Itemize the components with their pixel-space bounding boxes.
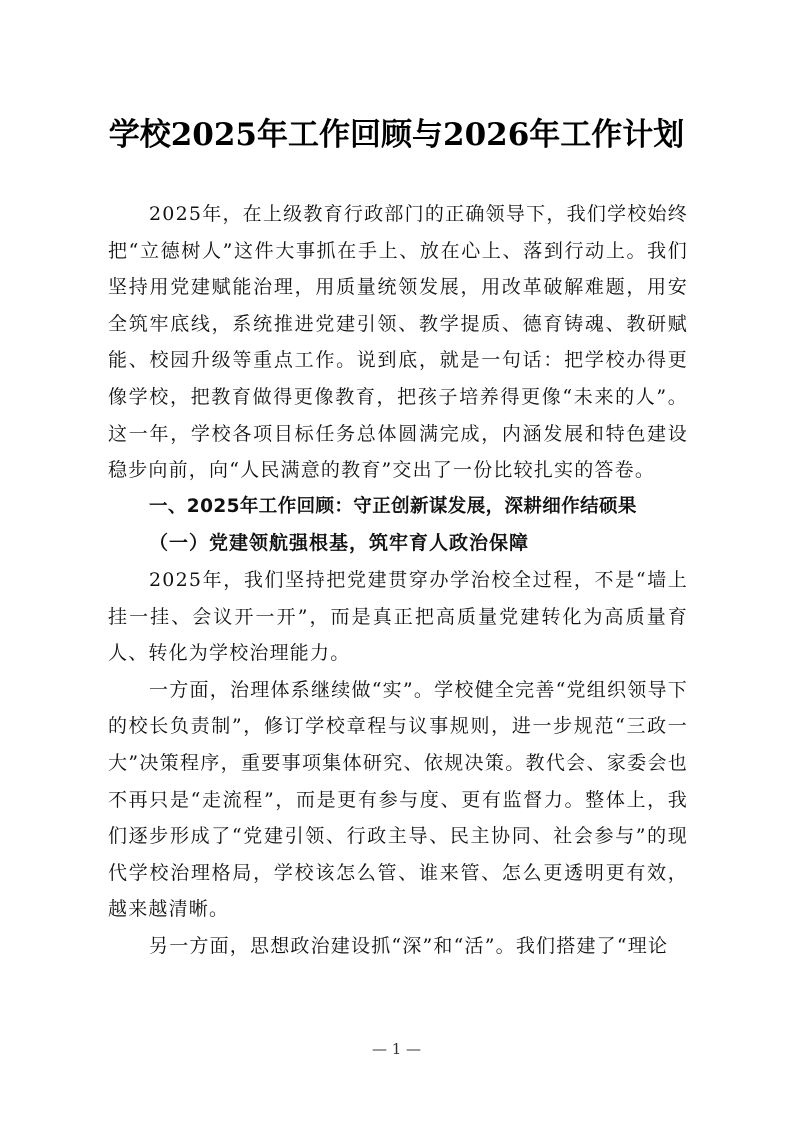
- page-number: — 1 —: [371, 1040, 422, 1058]
- document-body: [108, 196, 688, 964]
- document-title: 学校2025年工作回顾与2026年工作计划: [108, 117, 685, 153]
- subsection-heading-1: （一）党建领航强根基，筑牢育人政治保障: [149, 532, 530, 555]
- intro-paragraph: 2025年，在上级教育行政部门的正确领导下，我们学校始终把“立德树人”这件大事抓在手上、放在心上、落到行动上。我们坚持用党建赋能治理，用质量统领发展，用改革破解难题，用安全筑牢底线，系统推进党建引领、教学提质、德育铸魂、教研赋能、校园升级等重点工作。说到底，就是一句话：把学校办得更像学校，把教育做得更像教育，把孩子培养得更像“未来的人”。这一年，学校各项目标任务总体圆满完成，内涵发展和特色建设稳步向前，向“人民满意的教育”交出了一份比较扎实的答卷。: [108, 203, 688, 482]
- section-heading-1: 一、2025年工作回顾：守正创新谋发展，深耕细作结硕果: [149, 495, 637, 517]
- body-paragraph: 一方面，治理体系继续做“实”。学校健全完善“党组织领导下的校长负责制”，修订学校章程与议事规则，进一步规范“三政一大”决策程序，重要事项集体研究、依规决策。教代会、家委会也不再只是“走流程”，而是更有参与度、更有监督力。整体上，我们逐步形成了“党建引领、行政主导、民主协同、社会参与”的现代学校治理格局，学校该怎么管、谁来管、怎么更透明更有效，越来越清晰。: [108, 678, 688, 921]
- body-paragraph: 另一方面，思想政治建设抓“深”和“活”。我们搭建了“理论: [149, 934, 669, 957]
- body-paragraph: 2025年，我们坚持把党建贯穿办学治校全过程，不是“墙上挂一挂、会议开一开”，而是真正把高质量党建转化为高质量育人、转化为学校治理能力。: [108, 568, 688, 665]
